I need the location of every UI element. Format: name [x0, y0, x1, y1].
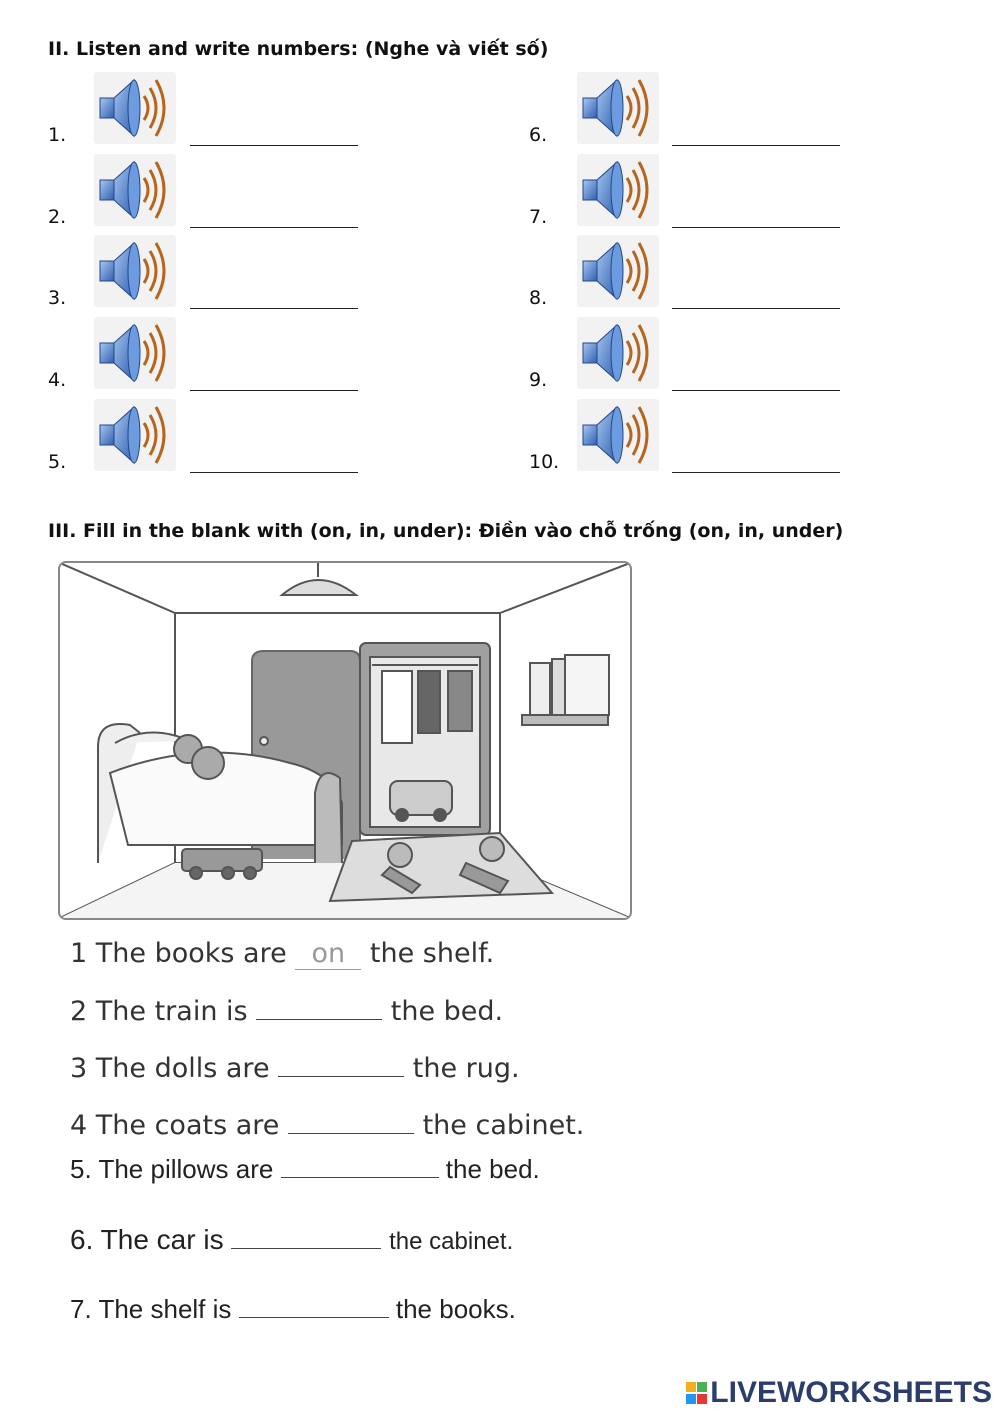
- example-answer: on: [295, 938, 361, 970]
- sentence-number: 2: [70, 996, 88, 1027]
- sentence-text-before: The books are: [95, 938, 287, 969]
- sentence-1: [70, 938, 494, 970]
- item-number: 7.: [529, 206, 548, 228]
- answer-blank[interactable]: [672, 389, 840, 391]
- sentence-4: [70, 1110, 584, 1141]
- sentence-text-before: The train is: [95, 996, 248, 1027]
- sentence-text-after: the bed.: [390, 996, 504, 1027]
- sentence-text-before: The dolls are: [95, 1053, 270, 1084]
- sentence-text-before: The pillows are: [98, 1154, 274, 1184]
- answer-blank[interactable]: [672, 144, 840, 146]
- item-number: 8.: [529, 287, 548, 309]
- fill-blank[interactable]: [239, 1297, 389, 1318]
- section-2-heading: II. Listen and write numbers: (Nghe và viết số): [48, 38, 549, 60]
- liveworksheets-logo: [686, 1376, 992, 1410]
- speaker-icon[interactable]: [577, 72, 659, 144]
- answer-blank[interactable]: [190, 471, 358, 473]
- sentence-text-after: the rug.: [412, 1053, 520, 1084]
- item-number: 5.: [48, 451, 67, 473]
- item-number: 4.: [48, 369, 67, 391]
- sentence-5: [70, 1154, 540, 1185]
- item-number: 6.: [529, 124, 548, 146]
- sentence-text-before: The car is: [100, 1224, 224, 1255]
- speaker-icon[interactable]: [94, 399, 176, 471]
- section-3-heading: III. Fill in the blank with (on, in, under): Điền vào chỗ trống (on, in, under): [48, 520, 844, 542]
- answer-blank[interactable]: [190, 389, 358, 391]
- sentence-number: 7.: [70, 1294, 92, 1324]
- item-number: 9.: [529, 369, 548, 391]
- sentence-text-before: The coats are: [95, 1110, 280, 1141]
- answer-blank[interactable]: [672, 471, 840, 473]
- item-number: 3.: [48, 287, 67, 309]
- sentence-text-after: the books.: [395, 1294, 516, 1324]
- sentence-text-after: the shelf.: [369, 938, 495, 969]
- sentence-2: [70, 996, 503, 1027]
- answer-blank[interactable]: [190, 307, 358, 309]
- sentence-text-before: The shelf is: [98, 1294, 232, 1324]
- fill-blank[interactable]: [281, 1157, 439, 1178]
- answer-blank[interactable]: [672, 226, 840, 228]
- fill-blank[interactable]: [278, 1056, 404, 1077]
- speaker-icon[interactable]: [577, 399, 659, 471]
- sentence-number: 1: [70, 938, 88, 969]
- sentence-text-after: the cabinet.: [389, 1228, 514, 1255]
- item-number: 1.: [48, 124, 67, 146]
- sentence-3: [70, 1053, 520, 1084]
- fill-blank[interactable]: [256, 999, 382, 1020]
- liveworksheets-logo-icon: [686, 1380, 708, 1406]
- sentence-number: 4: [70, 1110, 88, 1141]
- sentence-number: 6.: [70, 1224, 94, 1255]
- fill-blank[interactable]: [231, 1228, 381, 1249]
- answer-blank[interactable]: [672, 307, 840, 309]
- sentence-number: 5.: [70, 1154, 92, 1184]
- speaker-icon[interactable]: [577, 317, 659, 389]
- brand-name: LIVEWORKSHEETS: [710, 1376, 992, 1409]
- sentence-number: 3: [70, 1053, 88, 1084]
- speaker-icon[interactable]: [577, 235, 659, 307]
- sentence-text-after: the bed.: [445, 1154, 540, 1184]
- speaker-icon[interactable]: [577, 154, 659, 226]
- sentence-text-after: the cabinet.: [422, 1110, 585, 1141]
- speaker-icon[interactable]: [94, 317, 176, 389]
- sentence-7: [70, 1294, 516, 1325]
- sentence-6: [70, 1224, 513, 1256]
- speaker-icon[interactable]: [94, 154, 176, 226]
- item-number: 10.: [529, 451, 560, 473]
- bedroom-illustration: [58, 561, 632, 920]
- item-number: 2.: [48, 206, 67, 228]
- answer-blank[interactable]: [190, 144, 358, 146]
- speaker-icon[interactable]: [94, 235, 176, 307]
- answer-blank[interactable]: [190, 226, 358, 228]
- speaker-icon[interactable]: [94, 72, 176, 144]
- fill-blank[interactable]: [288, 1113, 414, 1134]
